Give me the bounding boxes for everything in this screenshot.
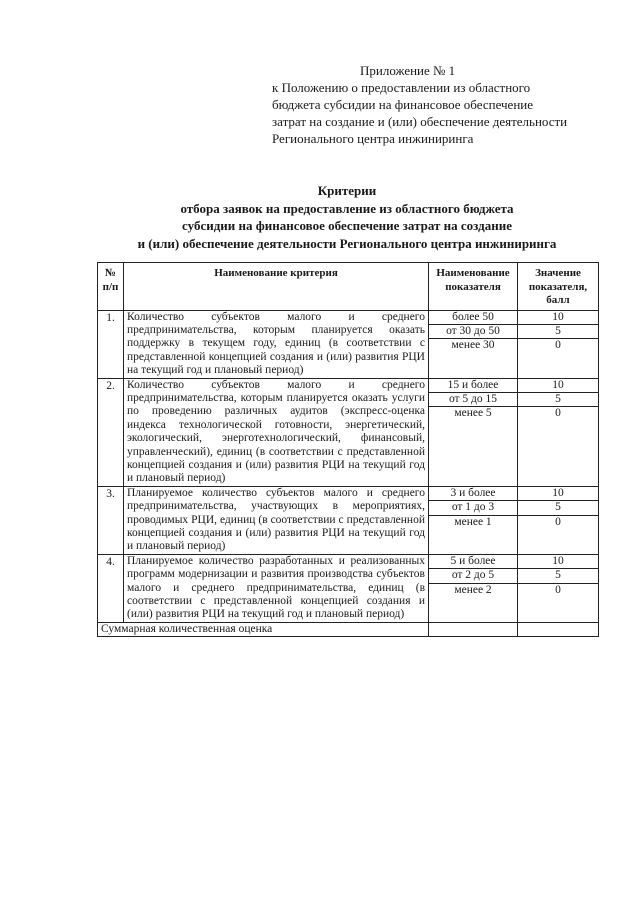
criteria-table: [97, 262, 599, 637]
total-row: [98, 622, 599, 636]
criterion-text: Планируемое количество субъектов малого и среднего предпринимательства, участвующих в мероприятиях, проводимых РЦИ, единиц (в соответствии с представленной концепцией создания и (или) развития РЦИ на текущий год и плановый период): [124, 486, 429, 554]
indicator-cell: [429, 554, 518, 622]
indicator-value: 3 и более: [429, 487, 517, 501]
appendix-line: затрат на создание и (или) обеспечение деятельности: [272, 114, 568, 129]
table-row: [98, 554, 599, 622]
score-value: 10: [518, 379, 598, 393]
header-criterion: Наименование критерия: [124, 263, 429, 311]
appendix-line: к Положению о предоставлении из областного: [272, 80, 531, 95]
heading-line: и (или) обеспечение деятельности Регионального центра инжиниринга: [137, 235, 557, 251]
header-indicator: Наименование показателя: [429, 263, 518, 311]
score-value: 5: [518, 325, 598, 339]
table-header-row: [98, 263, 599, 311]
score-cell: [518, 486, 599, 554]
row-number: 4.: [98, 554, 124, 622]
indicator-value: 15 и более: [429, 379, 517, 393]
appendix-line: Регионального центра инжиниринга: [272, 131, 474, 146]
indicator-value: менее 2: [454, 583, 492, 596]
heading-title: Критерии: [317, 183, 377, 198]
score-value: 0: [555, 339, 561, 352]
score-value: 10: [518, 311, 598, 325]
criterion-text: Количество субъектов малого и среднего предпринимательства, которым планируется оказать поддержку в текущем году, единиц (в соответствии с представленной концепцией создания и (или) развития РЦИ на текущий год и плановый период): [124, 310, 429, 378]
indicator-cell: [429, 310, 518, 378]
score-value: 5: [518, 393, 598, 407]
score-value: 10: [518, 487, 598, 501]
indicator-value: 5 и более: [429, 555, 517, 569]
indicator-value: от 5 до 15: [429, 393, 517, 407]
row-number: 2.: [98, 378, 124, 486]
header-score: Значение показателя, балл: [518, 263, 599, 311]
table-row: [98, 310, 599, 378]
row-number: 1.: [98, 310, 124, 378]
indicator-cell: [429, 486, 518, 554]
score-value: 0: [555, 583, 561, 596]
total-score-cell: [518, 622, 599, 636]
appendix-block: [272, 62, 632, 147]
table-row: [98, 486, 599, 554]
score-cell: [518, 378, 599, 486]
criterion-text: Планируемое количество разработанных и реализованных программ модернизации и развития производства субъектов малого и среднего предпринимательства, единиц (в соответствии с представленной концепцией создания и (или) развития РЦИ на текущий год и плановый период): [124, 554, 429, 622]
heading-line: субсидии на финансовое обеспечение затрат на создание: [182, 218, 512, 233]
indicator-value: более 50: [429, 311, 517, 325]
heading-line: отбора заявок на предоставление из областного бюджета: [180, 200, 514, 216]
table-row: [98, 378, 599, 486]
appendix-number: Приложение № 1: [360, 63, 456, 78]
indicator-value: от 30 до 50: [429, 325, 517, 339]
row-number: 3.: [98, 486, 124, 554]
indicator-value: менее 30: [451, 339, 495, 352]
score-value: 5: [518, 569, 598, 583]
indicator-value: менее 5: [454, 407, 492, 420]
indicator-value: от 2 до 5: [429, 569, 517, 583]
header-num: № п/п: [98, 263, 124, 311]
score-value: 0: [555, 407, 561, 420]
score-value: 0: [555, 515, 561, 528]
score-cell: [518, 554, 599, 622]
total-label: Суммарная количественная оценка: [98, 622, 429, 636]
score-cell: [518, 310, 599, 378]
appendix-line: бюджета субсидии на финансовое обеспечение: [272, 97, 534, 112]
indicator-value: менее 1: [454, 515, 492, 528]
indicator-value: от 1 до 3: [429, 501, 517, 515]
indicator-cell: [429, 378, 518, 486]
total-indicator-cell: [429, 622, 518, 636]
document-heading: [96, 182, 598, 252]
score-value: 10: [518, 555, 598, 569]
score-value: 5: [518, 501, 598, 515]
criterion-text: Количество субъектов малого и среднего предпринимательства, которым планируется оказать услуги по проведению различных аудитов (экспресс-оценка индекса технологической готовности, энергетический, экологический, энерготехнологический, финансовый, управленческий), единиц (в соответствии с представленной концепцией создания и (или) развития РЦИ на текущий год и плановый период): [124, 378, 429, 486]
